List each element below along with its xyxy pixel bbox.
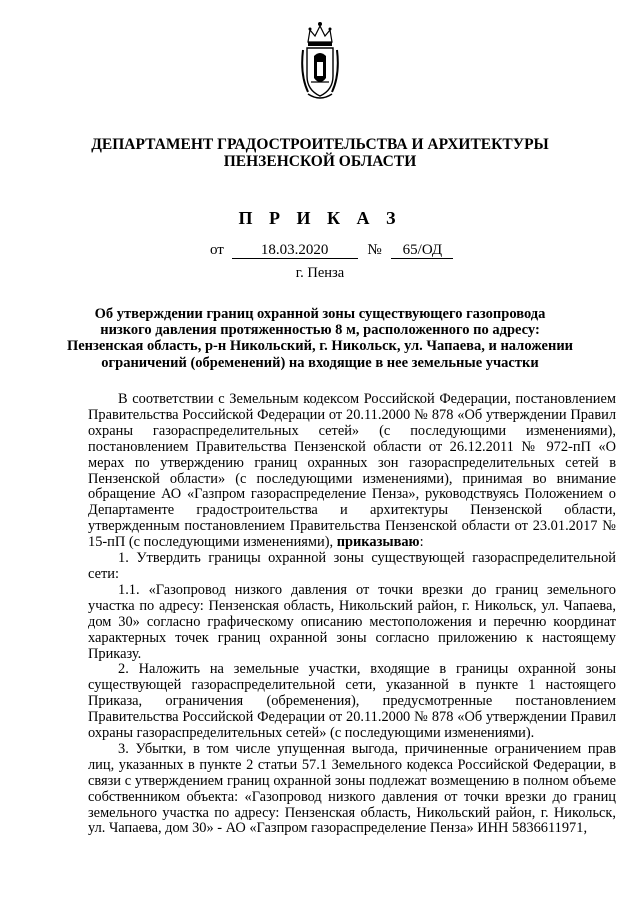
order-number: 65/ОД <box>391 242 453 259</box>
paragraph-item-2: 2. Наложить на земельные участки, входящие в границы охранной зоны существующей газораспределительной сети, указанной в пункте 1 настоящего Приказа, ограничения (обременения), предусмотренные постановлением Правительства Российской Федерации от 20.11.2000 № 878 «Об утверждении Правил охраны газораспределительных сетей» (с последующими изменениями). <box>88 661 616 742</box>
department-line-2: ПЕНЗЕНСКОЙ ОБЛАСТИ <box>223 153 417 170</box>
subject-line-1: Об утверждении границ охранной зоны существующего газопровода <box>94 306 546 322</box>
order-date-number-line <box>210 242 453 259</box>
subject-line-4: ограничений (обременений) на входящие в нее земельные участки <box>101 354 539 371</box>
from-label: от <box>210 242 224 258</box>
number-label: № <box>367 242 382 258</box>
preamble-bold: приказываю <box>336 534 420 551</box>
city: г. Пенза <box>295 265 345 281</box>
paragraph-preamble <box>88 392 616 551</box>
order-date: 18.03.2020 <box>232 242 358 259</box>
department-name <box>0 136 640 170</box>
preamble-text: В соответствии с Земельным кодексом Российской Федерации, постановлением Правительства Российской Федерации от 20.11.2000 № 878 «Об утверждении Правил охраны газораспределительных сетей» (с последующими изменениями), постановлением Правительства Пензенской области от 26.12.2011 № 972-пП «О мерах по утверждению границ охранных зон газораспределительных сетей в Пензенской области» (с последующими изменениями), принимая во внимание обращение АО «Газпром газораспределение Пенза», руководствуясь Положением о Департаменте градостроительства и архитектуры Пензенской области, утвержденным постановлением Правительства Пензенской области от 23.01.2017 № 15-пП (с последующими изменениями), <box>88 391 616 551</box>
paragraph-item-1: 1. Утвердить границы охранной зоны существующей газораспределительной сети: <box>88 550 616 582</box>
subject-line-2: низкого давления протяженностью 8 м, расположенного по адресу: <box>100 322 540 339</box>
order-subject <box>60 306 580 371</box>
subject-line-3: Пензенская область, р-н Никольский, г. Никольск, ул. Чапаева, и наложении <box>66 338 574 355</box>
department-line-1: ДЕПАРТАМЕНТ ГРАДОСТРОИТЕЛЬСТВА И АРХИТЕКТУРЫ <box>91 136 549 153</box>
paragraph-item-1-1: 1.1. «Газопровод низкого давления от точки врезки до границ земельного участка по адресу: Пензенская область, Никольский район, г. Никольск, ул. Чапаева, дом 30» согласно графическому описанию местоположения и перечню координат характерных точек границ охранной зоны согласно приложению к настоящему Приказу. <box>88 581 616 662</box>
coat-of-arms-icon <box>300 20 340 102</box>
paragraph-item-3: 3. Убытки, в том числе упущенная выгода, причиненные ограничением прав лиц, указанных в пункте 2 статьи 57.1 Земельного кодекса Российской Федерации, в связи с утверждением границ охранной зоны подлежат возмещению в полном объеме собственником объекта: «Газопровод низкого давления от точки врезки до границ земельного участка по адресу: Пензенская область, Никольский район, г. Никольск, ул. Чапаева, дом 30» - АО «Газпром газораспределение Пенза» ИНН 5836611971, <box>88 740 616 837</box>
order-title: П Р И К А З <box>238 208 402 228</box>
order-body <box>88 392 616 837</box>
preamble-end: : <box>419 534 424 551</box>
